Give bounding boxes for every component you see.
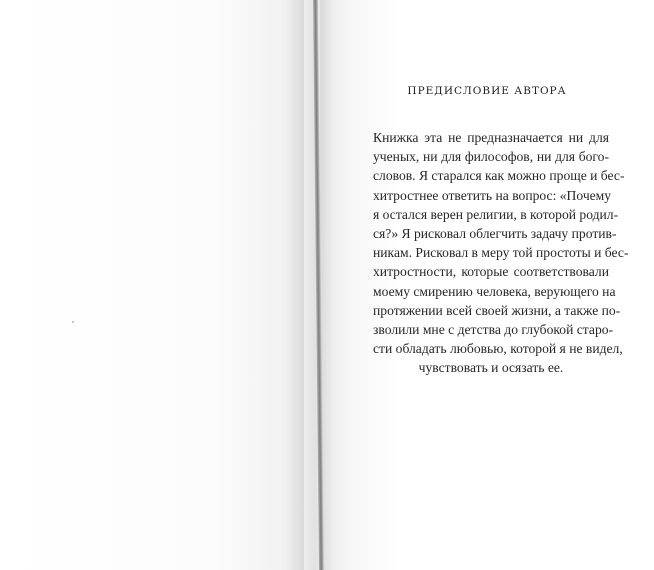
page-heading: ПРЕДИСЛОВИЕ АВТОРА [407, 85, 567, 97]
text-line: хитростности, которые соответствовали [373, 264, 609, 280]
paper-speck [72, 321, 74, 323]
text-line: ся?» Я рисковал облегчить задачу против- [373, 226, 617, 242]
text-line: моему смирению человека, верующего на [373, 283, 616, 299]
text-line: протяжении всей своей жизни, а также по- [373, 302, 621, 318]
left-blank-page [0, 0, 304, 570]
text-line: зволили мне с детства до глубокой старо- [373, 322, 614, 338]
text-line: хитростнее ответить на вопрос: «Почему [373, 187, 612, 203]
text-line: я остался верен религии, в которой родил- [373, 206, 619, 222]
text-line: Книжка эта не предназначается ни для [373, 130, 609, 145]
text-line-last: чувствовать и осязать ее. [418, 360, 564, 376]
text-line: ученых, ни для философов, ни для бого- [373, 149, 609, 165]
text-line: никам. Рисковал в меру той простоты и бес- [373, 245, 629, 261]
preface-paragraph [373, 128, 629, 378]
text-line: словов. Я старался как можно проще и бес- [373, 168, 625, 184]
text-line: сти обладать любовью, которой я не видел, [373, 341, 623, 357]
